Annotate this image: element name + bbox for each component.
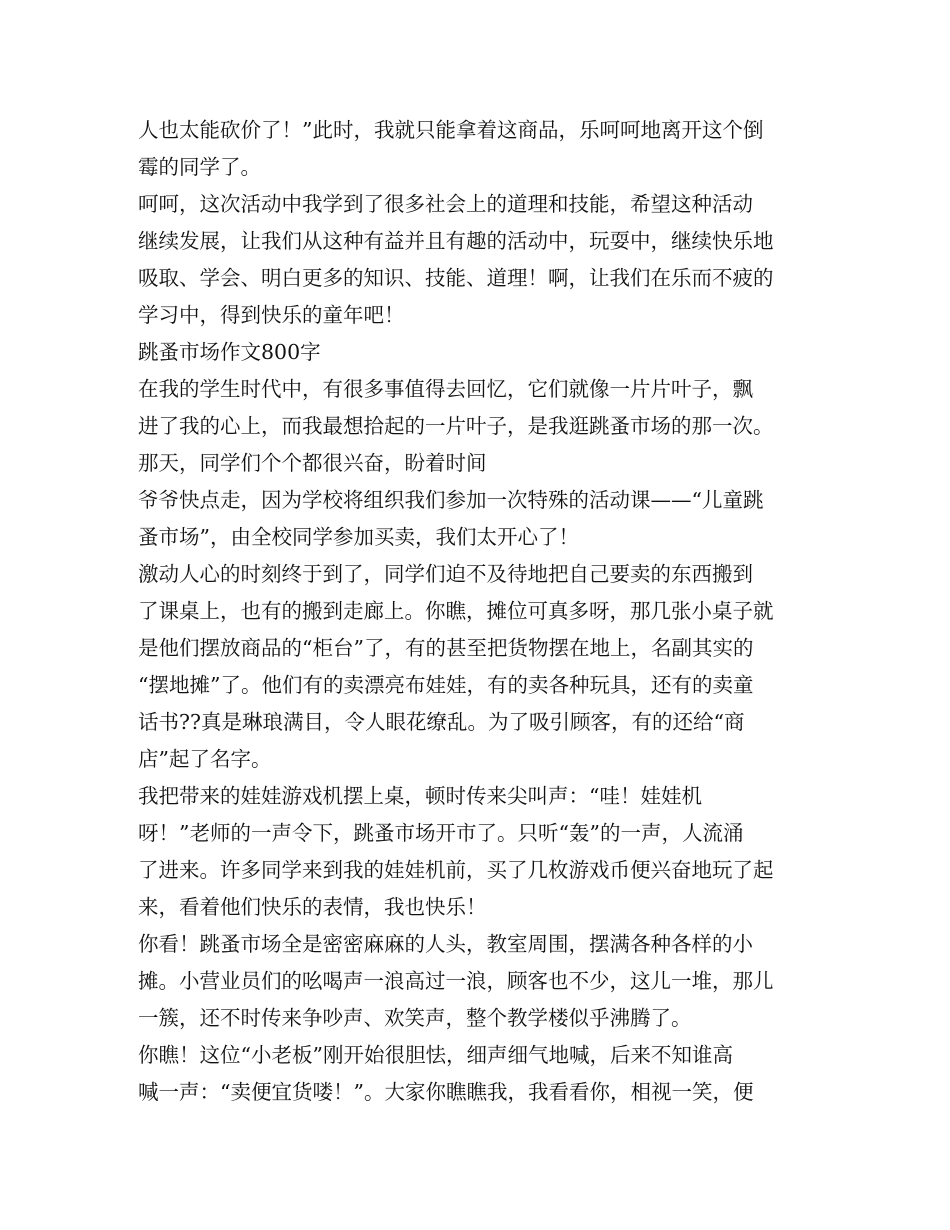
text-line: “摆地摊”了。他们有的卖漂亮布娃娃，有的卖各种玩具，还有的卖童 [138,673,754,697]
text-line: 爷爷快点走，因为学校将组织我们参加一次特殊的活动课——“儿童跳 [138,488,764,512]
text-line: 学习中，得到快乐的童年吧！ [138,303,405,327]
text-line: 呵呵，这次活动中我学到了很多社会上的道理和技能，希望这种活动 [138,192,753,216]
text-line: 你瞧！这位“小老板”刚开始很胆怯，细声细气地喊，后来不知谁高 [138,1043,733,1067]
text-line: 进了我的心上，而我最想拾起的一片叶子，是我逛跳蚤市场的那一次。 [138,414,774,438]
essay-text [138,112,818,1111]
essay-title: 跳蚤市场作文800字 [138,340,321,364]
text-line: 那天，同学们个个都很兴奋，盼着时间 [138,451,487,475]
text-line: 一簇，还不时传来争吵声、欢笑声，整个教学楼似乎沸腾了。 [138,1006,692,1030]
text-line: 了课桌上，也有的搬到走廊上。你瞧，摊位可真多呀，那几张小桌子就 [138,599,774,623]
text-line: 激动人心的时刻终于到了，同学们迫不及待地把自己要卖的东西搬到 [138,562,753,586]
text-line: 吸取、学会、明白更多的知识、技能、道理！啊，让我们在乐而不疲的 [138,266,774,290]
text-line: 了进来。许多同学来到我的娃娃机前，买了几枚游戏币便兴奋地玩了起 [138,858,774,882]
text-line: 店”起了名字。 [138,747,272,771]
text-line: 喊一声：“卖便宜货喽！”。大家你瞧瞧我，我看看你，相视一笑，便 [138,1080,754,1104]
text-line: 我把带来的娃娃游戏机摆上桌，顿时传来尖叫声：“哇！娃娃机 [138,784,702,808]
text-line: 摊。小营业员们的吆喝声一浪高过一浪，顾客也不少，这儿一堆，那儿 [138,969,774,993]
text-line: 在我的学生时代中，有很多事值得去回忆，它们就像一片片叶子，飘 [138,377,753,401]
text-line: 是他们摆放商品的“柜台”了，有的甚至把货物摆在地上，名副其实的 [138,636,754,660]
text-line: 你看！跳蚤市场全是密密麻麻的人头，教室周围，摆满各种各样的小 [138,932,753,956]
text-line: 来，看着他们快乐的表情，我也快乐！ [138,895,487,919]
text-line: 呀！”老师的一声令下，跳蚤市场开市了。只听“轰”的一声，人流涌 [138,821,744,845]
text-line: 话书??真是琳琅满目，令人眼花缭乱。为了吸引顾客，有的还给“商 [138,710,745,734]
text-line: 继续发展，让我们从这种有益并且有趣的活动中，玩耍中，继续快乐地 [138,229,774,253]
text-line: 蚤市场”，由全校同学参加买卖，我们太开心了！ [138,525,579,549]
text-line: 霉的同学了。 [138,155,261,179]
text-line: 人也太能砍价了！”此时，我就只能拿着这商品，乐呵呵地离开这个倒 [138,118,764,142]
